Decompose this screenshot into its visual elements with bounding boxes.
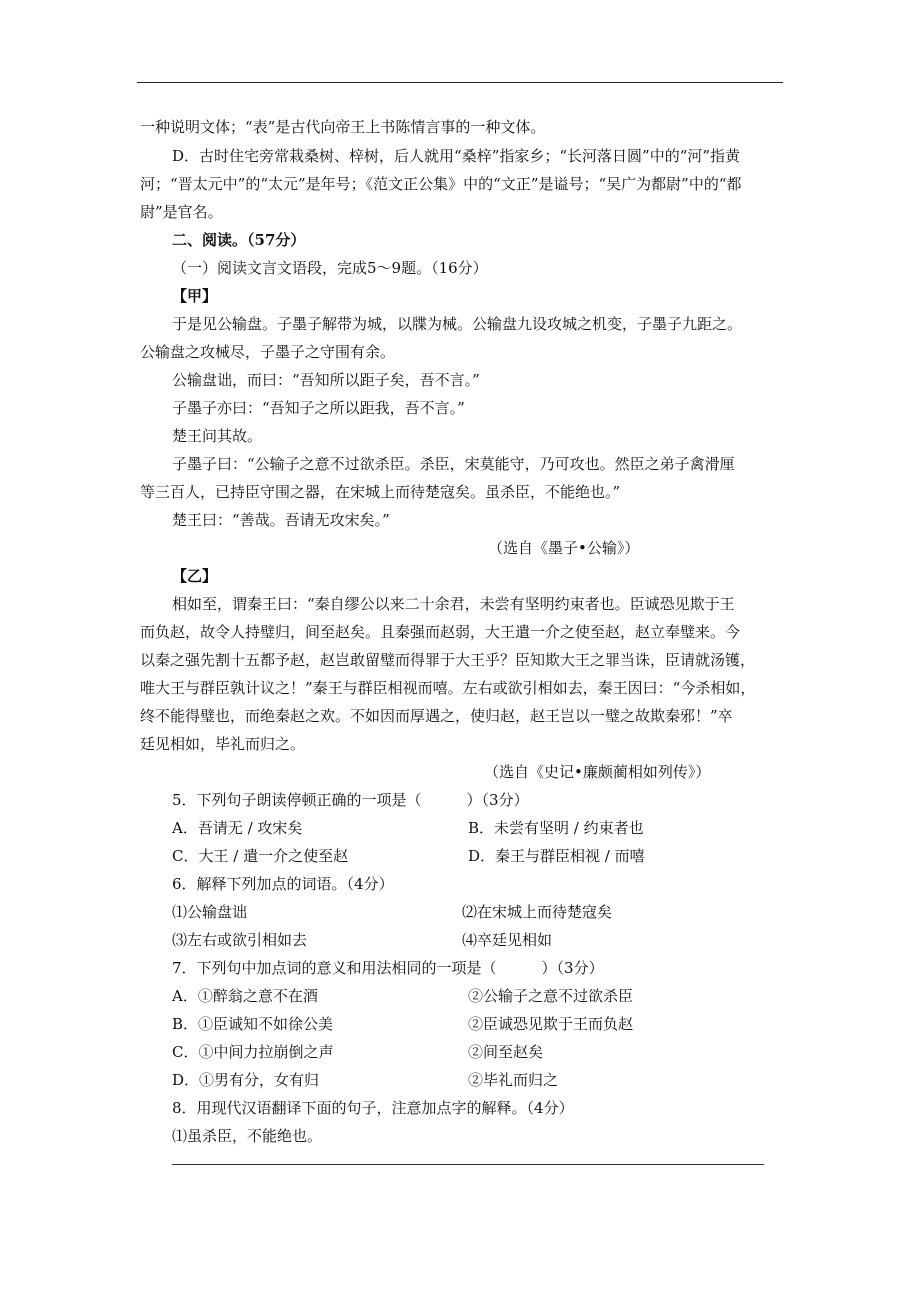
passage-line: 以秦之强先割十五都予赵，赵岂敢留璧而得罪于大王乎？臣知欺大王之罪当诛，臣请就汤镬， <box>140 651 756 669</box>
question-6-item: ⑴公输盘诎 <box>172 903 248 921</box>
passage-source: （选自《史记•廉颇蔺相如列传》） <box>484 763 711 781</box>
option-a: A．①醉翁之意不在酒 <box>172 987 318 1005</box>
option-c: C．①中间力拉崩倒之声 <box>172 1043 334 1061</box>
passage-line: 相如至，谓秦王曰：“秦自缪公以来二十余君，未尝有坚明约束者也。臣诚恐见欺于王 <box>172 595 735 613</box>
answer-line <box>172 1164 764 1165</box>
section-heading: 二、阅读。（57分） <box>172 231 306 249</box>
passage-yi-heading: 【乙】 <box>172 567 218 585</box>
passage-jia-heading: 【甲】 <box>172 287 218 305</box>
passage-line: 终不能得璧也，而绝秦赵之欢。不如因而厚遇之，使归赵，赵王岂以一璧之故欺秦邪！”卒 <box>140 707 733 725</box>
option-d: D．秦王与群臣相视 / 而嘻 <box>468 847 645 865</box>
passage-line: 等三百人，已持臣守围之器，在宋城上而待楚寇矣。虽杀臣，不能绝也。” <box>140 483 621 501</box>
passage-line: 唯大王与群臣孰计议之！”秦王与群臣相视而嘻。左右或欲引相如去，秦王因曰：“今杀相如， <box>140 679 756 697</box>
option-b: B．未尝有坚明 / 约束者也 <box>468 819 644 837</box>
question-8: 8．用现代汉语翻译下面的句子，注意加点字的解释。（4分） <box>172 1099 574 1117</box>
option-d-second: ②毕礼而归之 <box>468 1071 559 1089</box>
passage-line: 楚王曰：“善哉。吾请无攻宋矣。” <box>172 511 390 529</box>
option-a-second: ②公输子之意不过欲杀臣 <box>468 987 634 1005</box>
passage-line: 子墨子曰：“公输子之意不过欲杀臣。杀臣，宋莫能守，乃可攻也。然臣之弟子禽滑厘 <box>172 455 735 473</box>
passage-line: 于是见公输盘。子墨子解带为城，以牒为械。公输盘九设攻城之机变，子墨子九距之。 <box>172 315 743 333</box>
passage-source: （选自《墨子•公输》） <box>488 539 640 557</box>
question-6-item: ⑵在宋城上而待楚寇矣 <box>462 903 613 921</box>
passage-line: 楚王问其故。 <box>172 427 263 445</box>
passage-line: 公输盘诎，而曰：“吾知所以距子矣，吾不言。” <box>172 371 480 389</box>
question-6-item: ⑷卒廷见相如 <box>462 931 553 949</box>
option-d: D．①男有分，女有归 <box>172 1071 320 1089</box>
text-line: D．古时住宅旁常栽桑树、梓树，后人就用“桑梓”指家乡；“长河落日圆”中的“河”指黄 <box>172 147 741 165</box>
option-a: A．吾请无 / 攻宋矣 <box>172 819 303 837</box>
question-8-item: ⑴虽杀臣，不能绝也。 <box>172 1127 323 1145</box>
header-rule <box>137 82 783 83</box>
passage-line: 公输盘之攻械尽，子墨子之守围有余。 <box>140 343 396 361</box>
text-line: 一种说明文体；“表”是古代向帝王上书陈情言事的一种文体。 <box>140 118 546 136</box>
text-line: 河；“晋太元中”的“太元”是年号；《范文正公集》中的“文正”是谥号；“吴广为都尉”中的“都 <box>140 175 742 193</box>
question-7: 7．下列句中加点词的意义和用法相同的一项是（ ）（3分） <box>172 959 604 977</box>
option-b: B．①臣诚知不如徐公美 <box>172 1015 334 1033</box>
text-line: 尉”是官名。 <box>140 203 223 221</box>
question-6: 6．解释下列加点的词语。（4分） <box>172 875 394 893</box>
passage-line: 廷见相如，毕礼而归之。 <box>140 735 306 753</box>
passage-line: 而负赵，故令人持璧归，间至赵矣。且秦强而赵弱，大王遣一介之使至赵，赵立奉璧来。今 <box>140 623 741 641</box>
subsection-heading: （一）阅读文言文语段，完成5～9题。（16分） <box>172 259 488 277</box>
option-c-second: ②间至赵矣 <box>468 1043 544 1061</box>
option-b-second: ②臣诚恐见欺于王而负赵 <box>468 1015 634 1033</box>
question-6-item: ⑶左右或欲引相如去 <box>172 931 308 949</box>
question-5: 5．下列句子朗读停顿正确的一项是（ ）（3分） <box>172 791 529 809</box>
option-c: C．大王 / 遣一介之使至赵 <box>172 847 349 865</box>
passage-line: 子墨子亦曰：“吾知子之所以距我，吾不言。” <box>172 399 465 417</box>
